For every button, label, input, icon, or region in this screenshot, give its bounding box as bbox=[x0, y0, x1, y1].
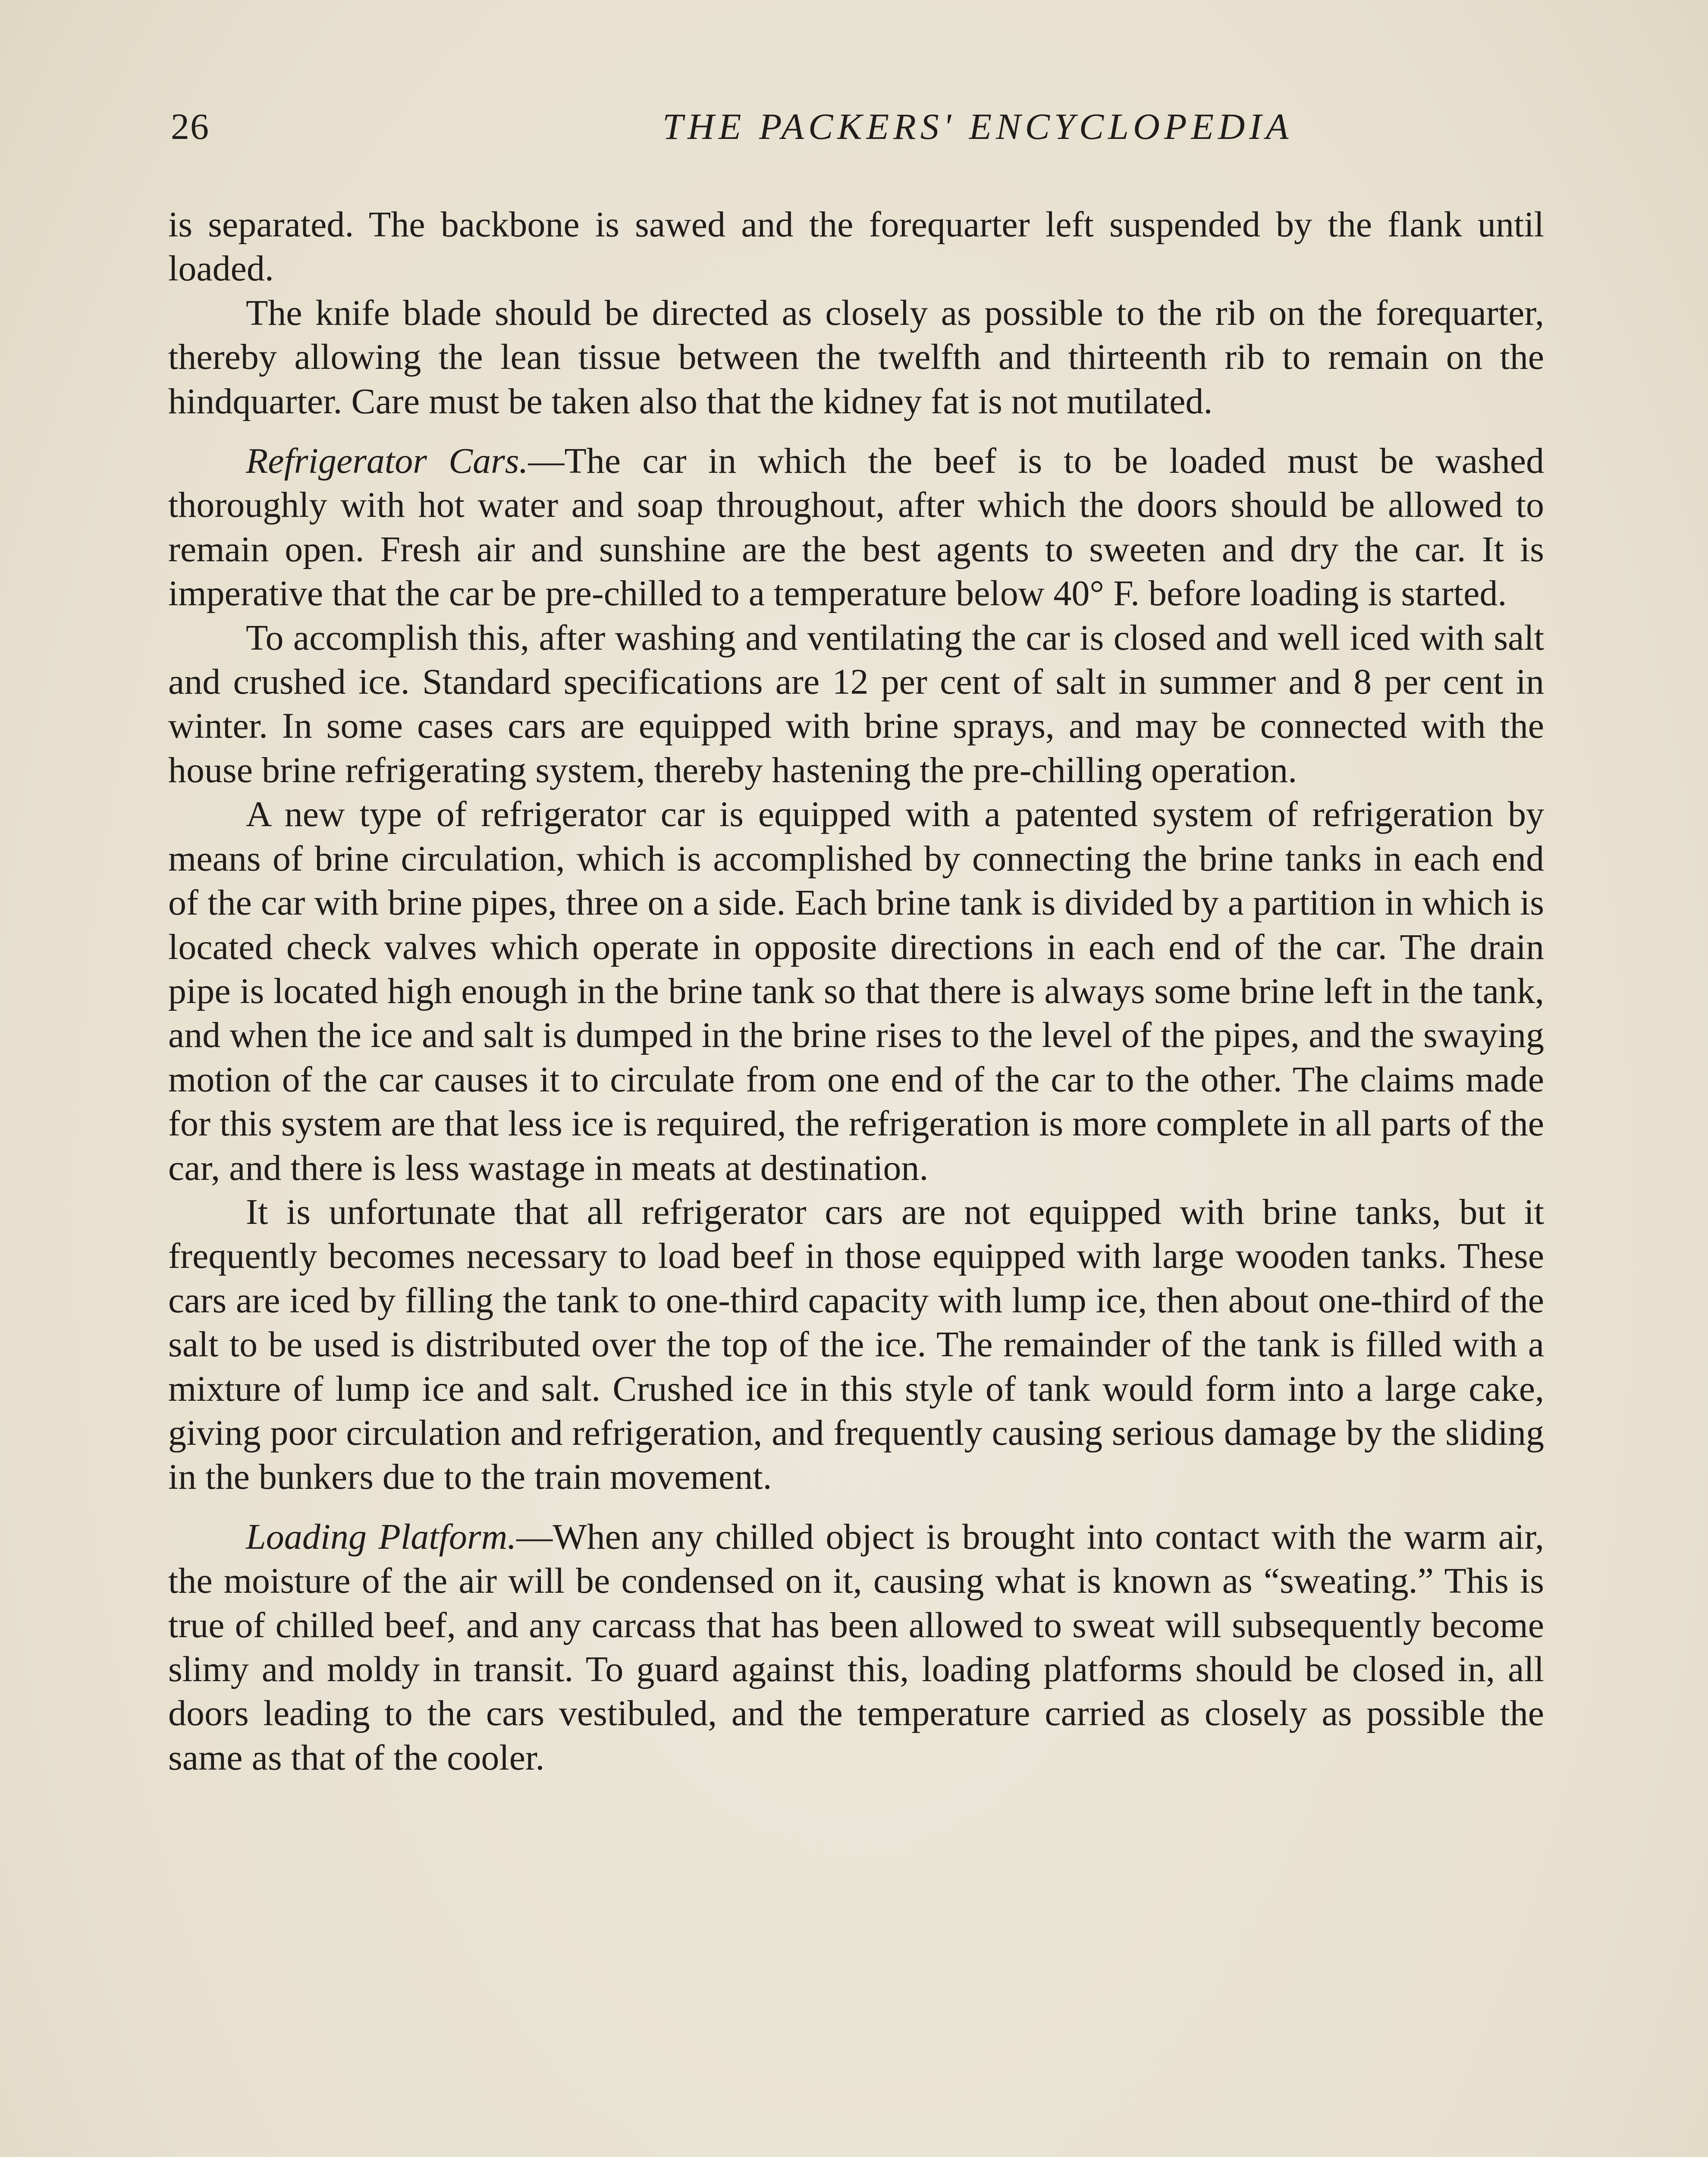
paragraph: To accomplish this, after washing and ventilating the car is closed and well iced with salt and crushed ice. Standard specifications are 12 per cent of salt in summer and 8 per cent in winter. In some cases cars are equipped with brine sprays, and may be connected with the house brine refrigerating system, thereby hastening the pre-chilling operation. bbox=[168, 617, 1544, 790]
paragraph: The knife blade should be directed as closely as possible to the rib on the forequarter, thereby allowing the lean tissue between the twelfth and thirteenth rib to remain on the hindquarter. Care must be taken also that the kidney fat is not mutilated. bbox=[168, 292, 1544, 421]
run-in-heading: Refrigerator Cars. bbox=[246, 441, 528, 481]
paragraph-text: —The car in which the beef is to be loaded must be washed thoroughly with hot water and soap throughout, after which the doors should be allowed to remain open. Fresh air and sunshine are the best agents to sweeten and dry the car. It is imperative that the car be pre-chilled to a temperature below 40° F. before loading is started. bbox=[168, 441, 1544, 614]
paragraph: It is unfortunate that all refrigerator cars are not equipped with brine tanks, but it frequently becomes necessary to load beef in those equipped with large wooden tanks. These cars are iced by filling the tank to one-third capacity with lump ice, then about one-third of the salt to be used is distributed over the top of the ice. The remainder of the tank is filled with a mixture of lump ice and salt. Crushed ice in this style of tank would form into a large cake, giving poor circulation and refrigeration, and frequently causing serious damage by the sliding in the bunkers due to the train movement. bbox=[168, 1192, 1544, 1497]
run-in-heading: Loading Platform. bbox=[246, 1516, 517, 1557]
paragraph-text: —When any chilled object is brought into contact with the warm air, the moisture of the air will be condensed on it, causing what is known as “sweating.” This is true of chilled beef, and any carcass that has been allowed to sweat will subsequently become slimy and moldy in transit. To guard against this, loading platforms should be closed in, all doors leading to the cars vestibuled, and the temperature carried as closely as possible the same as that of the cooler. bbox=[168, 1516, 1544, 1778]
running-title: THE PACKERS' ENCYCLOPEDIA bbox=[662, 106, 1293, 147]
page-header bbox=[171, 103, 1534, 150]
page-number: 26 bbox=[171, 106, 210, 147]
paragraph: is separated. The backbone is sawed and the forequarter left suspended by the flank until loaded. bbox=[168, 204, 1544, 289]
paragraph-loading-platform bbox=[168, 1515, 1544, 1780]
paragraph: A new type of refrigerator car is equipped with a patented system of refrigeration by means of brine circulation, which is accomplished by connecting the brine tanks in each end of the car with brine pipes, three on a side. Each brine tank is divided by a partition in which is located check valves which operate in opposite directions in each end of the car. The drain pipe is located high enough in the brine tank so that there is always some brine left in the tank, and when the ice and salt is dumped in the brine rises to the level of the pipes, and the swaying motion of the car causes it to circulate from one end of the car to the other. The claims made for this system are that less ice is required, the refrigeration is more complete in all parts of the car, and there is less wastage in meats at destination. bbox=[168, 794, 1544, 1188]
paragraph-refrigerator-cars bbox=[168, 439, 1544, 616]
body-text bbox=[168, 203, 1544, 1780]
